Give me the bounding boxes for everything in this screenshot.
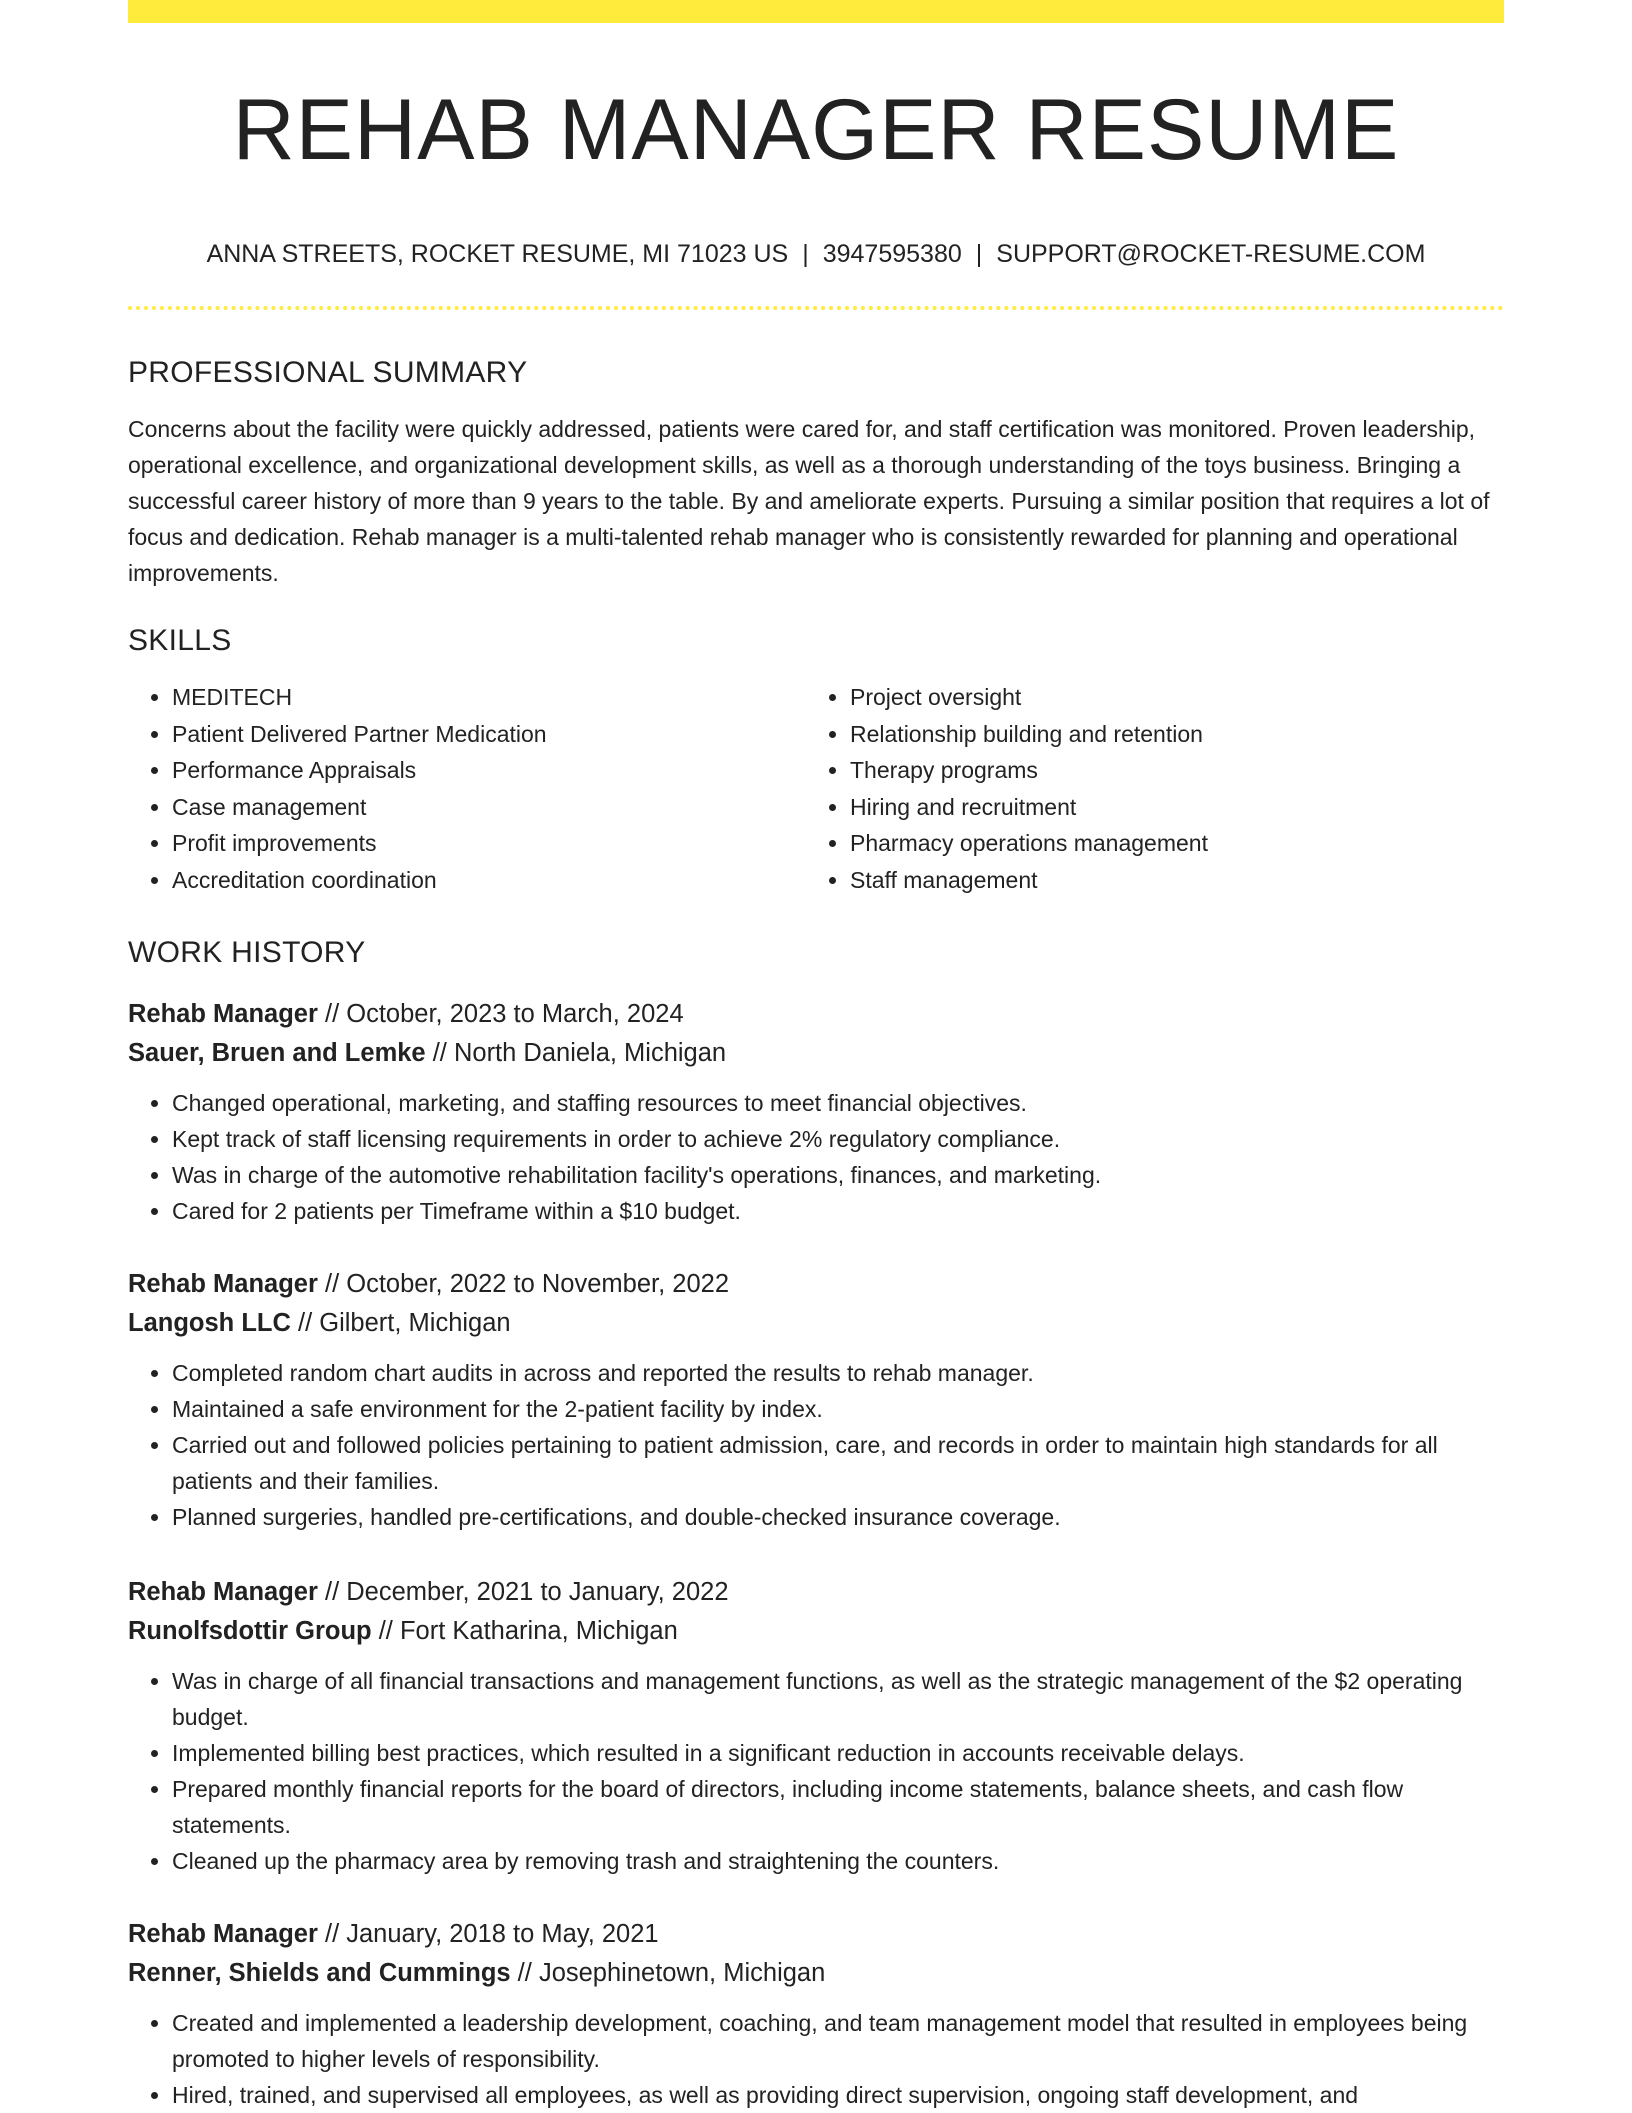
skill-item: • Accreditation coordination: [172, 862, 806, 899]
job-company-line: [128, 1304, 1504, 1343]
job-duty: • Planned surgeries, handled pre-certifications, and double-checked insurance coverage.: [172, 1499, 1504, 1535]
dotted-divider: [128, 306, 1504, 310]
job-duty: • Cleaned up the pharmacy area by removing trash and straightening the counters.: [172, 1843, 1504, 1879]
job-company: Langosh LLC: [128, 1309, 291, 1337]
job-duty: • Cared for 2 patients per Timeframe within a $10 budget.: [172, 1193, 1504, 1229]
job-duties-list: [128, 1663, 1504, 1879]
job-separator: //: [324, 1920, 340, 1948]
job-company: Renner, Shields and Cummings: [128, 1959, 511, 1987]
job-company: Sauer, Bruen and Lemke: [128, 1039, 426, 1067]
job-duty: • Kept track of staff licensing requirements in order to achieve 2% regulatory compliance.: [172, 1121, 1504, 1157]
job-company: Runolfsdottir Group: [128, 1617, 372, 1645]
contact-line: [128, 236, 1504, 272]
work-history-heading-section: [128, 933, 1504, 973]
skill-item: • MEDITECH: [172, 679, 806, 716]
skill-item: • Performance Appraisals: [172, 752, 806, 789]
job-dates: October, 2023 to March, 2024: [346, 1000, 684, 1028]
job-duties-list: [128, 2005, 1504, 2113]
accent-top-bar: [128, 0, 1504, 23]
skills-list-right: [806, 679, 1484, 898]
job-separator: //: [324, 1578, 340, 1606]
job-duty: • Completed random chart audits in across and reported the results to rehab manager.: [172, 1355, 1504, 1391]
contact-address: ANNA STREETS, ROCKET RESUME, MI 71023 US: [206, 240, 789, 268]
job-duties-list: [128, 1355, 1504, 1535]
job-dates: October, 2022 to November, 2022: [346, 1270, 729, 1298]
contact-separator: |: [975, 240, 983, 268]
job-duty: • Maintained a safe environment for the 2-patient facility by index.: [172, 1391, 1504, 1427]
job-duty: • Implemented billing best practices, which resulted in a significant reduction in accounts receivable delays.: [172, 1735, 1504, 1771]
skill-item: • Staff management: [850, 862, 1484, 899]
job-duty: • Was in charge of all financial transactions and management functions, as well as the strategic management of the $2 operating budget.: [172, 1663, 1504, 1735]
skills-heading: SKILLS: [128, 624, 232, 657]
job-title: Rehab Manager: [128, 1920, 318, 1948]
job-duty: • Carried out and followed policies pertaining to patient admission, care, and records in order to maintain high standards for all patients and their families.: [172, 1427, 1504, 1499]
job-separator: //: [378, 1617, 393, 1645]
job-location: Fort Katharina, Michigan: [399, 1617, 678, 1645]
job-title-line: [128, 1265, 1504, 1304]
job-dates: January, 2018 to May, 2021: [346, 1920, 659, 1948]
skill-item: • Case management: [172, 789, 806, 826]
job-title: Rehab Manager: [128, 1270, 318, 1298]
job-separator: //: [324, 1270, 340, 1298]
job-duty: • Changed operational, marketing, and staffing resources to meet financial objectives.: [172, 1085, 1504, 1121]
job-title-line: [128, 1573, 1504, 1612]
job-company-line: [128, 1034, 1504, 1073]
job-location: Gilbert, Michigan: [319, 1309, 511, 1337]
skills-section: [128, 621, 1504, 898]
job-location: North Daniela, Michigan: [453, 1039, 727, 1067]
skill-item: • Therapy programs: [850, 752, 1484, 789]
job-dates: December, 2021 to January, 2022: [346, 1578, 729, 1606]
job-duty: • Created and implemented a leadership development, coaching, and team management model that resulted in employees being promoted to higher levels of responsibility.: [172, 2005, 1504, 2077]
job-separator: //: [298, 1309, 313, 1337]
skill-item: • Project oversight: [850, 679, 1484, 716]
skills-columns: [128, 679, 1504, 898]
job-title: Rehab Manager: [128, 1578, 318, 1606]
job-title-line: [128, 1915, 1504, 1954]
skill-item: • Profit improvements: [172, 825, 806, 862]
job-entry: [128, 995, 1504, 1229]
contact-phone: 3947595380: [822, 240, 962, 268]
job-company-line: [128, 1954, 1504, 1993]
job-title-line: [128, 995, 1504, 1034]
job-duties-list: [128, 1085, 1504, 1229]
job-entry: [128, 1573, 1504, 1879]
summary-text: Concerns about the facility were quickly addressed, patients were cared for, and staff certification was monitored. Proven leadership, operational excellence, and organizational development skills, as well as a thorough understanding of the toys business. Bringing a successful career history of more than 9 years to the table. By and ameliorate experts. Pursuing a similar position that requires a lot of focus and dedication. Rehab manager is a multi-talented rehab manager who is consistently rewarded for planning and operational improvements.: [128, 416, 1490, 586]
skill-item: • Pharmacy operations management: [850, 825, 1484, 862]
summary-heading: PROFESSIONAL SUMMARY: [128, 356, 528, 389]
job-entry: [128, 1915, 1504, 2113]
job-separator: //: [432, 1039, 447, 1067]
skill-item: • Relationship building and retention: [850, 716, 1484, 753]
summary-section: [128, 353, 1504, 591]
job-duty: • Was in charge of the automotive rehabilitation facility's operations, finances, and marketing.: [172, 1157, 1504, 1193]
job-duty: • Prepared monthly financial reports for the board of directors, including income statements, balance sheets, and cash flow statements.: [172, 1771, 1504, 1843]
work-history-heading: WORK HISTORY: [128, 936, 366, 969]
job-separator: //: [517, 1959, 532, 1987]
contact-separator: |: [802, 240, 809, 268]
skill-item: • Hiring and recruitment: [850, 789, 1484, 826]
job-entry: [128, 1265, 1504, 1535]
skills-list-left: [128, 679, 806, 898]
job-separator: //: [324, 1000, 340, 1028]
job-duty: • Hired, trained, and supervised all employees, as well as providing direct supervision, ongoing staff development, and: [172, 2077, 1504, 2113]
job-title: Rehab Manager: [128, 1000, 318, 1028]
contact-email: SUPPORT@ROCKET-RESUME.COM: [996, 240, 1426, 268]
resume-title: REHAB MANAGER RESUME: [232, 82, 1400, 178]
job-location: Josephinetown, Michigan: [538, 1959, 826, 1987]
skill-item: • Patient Delivered Partner Medication: [172, 716, 806, 753]
job-company-line: [128, 1612, 1504, 1651]
